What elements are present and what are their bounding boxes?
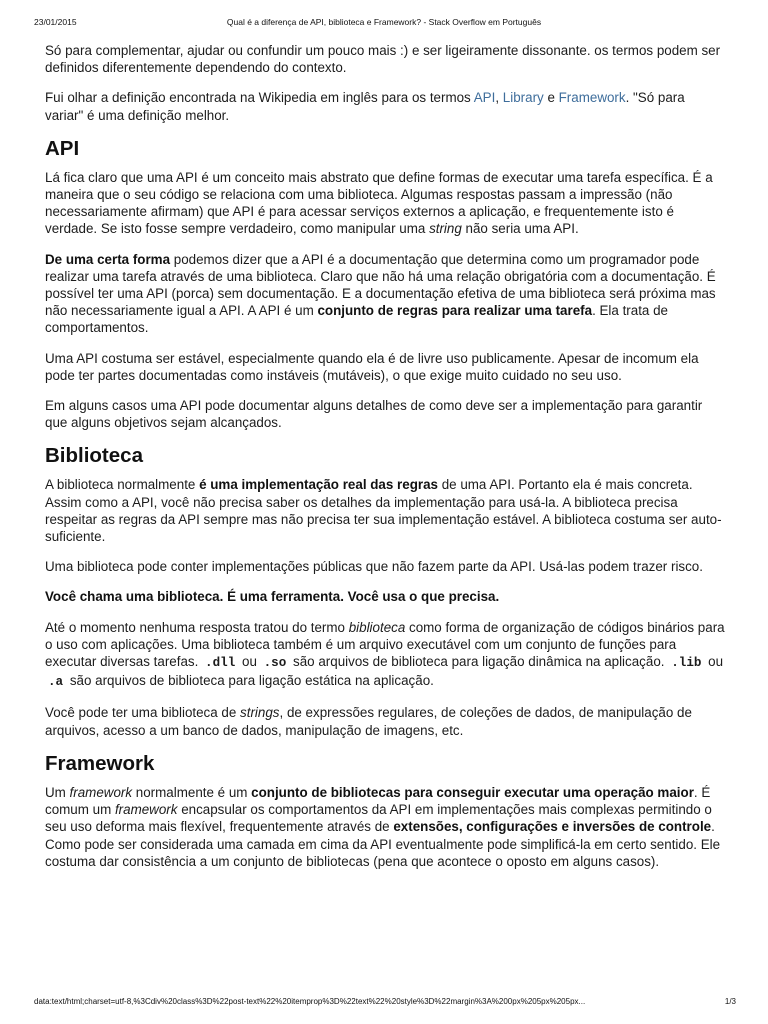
framework-heading: Framework xyxy=(45,751,155,775)
bold-de-uma-certa-forma: De uma certa forma xyxy=(45,251,171,267)
wikipedia-framework-link[interactable]: Framework xyxy=(558,90,626,106)
code-lib: .lib xyxy=(671,656,702,671)
print-source-url: data:text/html;charset=utf-8,%3Cdiv%20class%3D%22post-text%22%20itemprop%3D%22text%22%20style%3D%22margin%3A%200px%205px%205px... xyxy=(34,997,586,1006)
emphasis-strings: strings xyxy=(240,705,280,721)
code-so: .so xyxy=(263,656,287,671)
intro-paragraph-1: Só para complementar, ajudar ou confundir um pouco mais :) e ser ligeiramente dissonante. os termos podem ser definidos diferentemente dependendo do contexto. xyxy=(45,43,721,76)
library-heading: Biblioteca xyxy=(45,444,143,468)
code-a: .a xyxy=(48,675,64,690)
code-dll: .dll xyxy=(205,656,236,671)
wikipedia-api-link[interactable]: API xyxy=(473,90,496,106)
api-paragraph-3: Uma API costuma ser estável, especialmente quando ela é de livre uso publicamente. Apesar de incomum ela pode ter partes documentadas como instáveis (mutáveis), o que exige muito cuidado no seu uso. xyxy=(45,350,699,383)
print-page-title: Qual é a diferença de API, biblioteca e Framework? - Stack Overflow em Português xyxy=(226,17,542,27)
api-paragraph-4: Em alguns casos uma API pode documentar alguns detalhes de como deve ser a implementação para garantir que alguns objetivos sejam alcançados. xyxy=(45,398,703,431)
library-paragraph-5: Você pode ter uma biblioteca de strings, de expressões regulares, de coleções de dados, de manipulação de arquivos, acesso a um banco de dados, manipulação de imagens, etc. xyxy=(45,705,692,738)
bold-implementacao-real: é uma implementação real das regras xyxy=(199,477,438,493)
library-paragraph-4: Até o momento nenhuma resposta tratou do termo biblioteca como forma de organização de códigos binários para o uso com aplicações. Uma biblioteca também é um arquivo executável com um conjunto de funções para executar diversas tarefas. .dll ou .so são arquivos de biblioteca para ligação dinâmica na aplicação. .lib ou .a são arquivos de biblioteca para ligação estática na aplicação. xyxy=(45,619,725,690)
print-footer xyxy=(0,997,768,1011)
emphasis-biblioteca: biblioteca xyxy=(348,619,406,635)
emphasis-framework-1: framework xyxy=(69,784,133,800)
library-paragraph-2: Uma biblioteca pode conter implementações públicas que não fazem parte da API. Usá-las podem trazer risco. xyxy=(45,559,703,575)
bold-extensoes-configuracoes: extensões, configurações e inversões de controle xyxy=(393,819,712,835)
page-number: 1/3 xyxy=(724,997,736,1006)
print-header xyxy=(0,17,768,31)
api-paragraph-2: De uma certa forma podemos dizer que a API é a documentação que determina como um programador pode realizar uma tarefa através de uma biblioteca. Claro que não há uma relação obrigatória com a documentação. É possível ter uma API (porca) sem documentação. E a documentação efetiva de uma biblioteca será próxima mas não necessariamente igual a API. A API é um conjunto de regras para realizar uma tarefa. Ela trata de comportamentos. xyxy=(45,251,716,336)
bold-conjunto-de-regras: conjunto de regras para realizar uma tarefa xyxy=(317,303,593,319)
bold-voce-chama: Você chama uma biblioteca. É uma ferramenta. Você usa o que precisa. xyxy=(45,589,500,605)
bold-conjunto-de-bibliotecas: conjunto de bibliotecas para conseguir executar uma operação maior xyxy=(251,784,694,800)
intro-paragraph-2: Fui olhar a definição encontrada na Wikipedia em inglês para os termos API, Library e Framework. "Só para variar" é uma definição melhor. xyxy=(45,90,685,123)
api-paragraph-1: Lá fica claro que uma API é um conceito mais abstrato que define formas de executar uma tarefa específica. É a maneira que o seu código se relaciona com uma biblioteca. Algumas respostas passam a impressão (não necessariamente afirmam) que API é para acessar serviços externos a aplicação, e frequentemente isto é verdade. Se isto fosse sempre verdadeiro, como manipular uma string não seria uma API. xyxy=(45,169,713,237)
library-paragraph-3 xyxy=(45,588,725,605)
emphasis-framework-2: framework xyxy=(114,802,178,818)
api-heading: API xyxy=(45,136,80,160)
framework-paragraph-1: Um framework normalmente é um conjunto de bibliotecas para conseguir executar uma operação maior. É comum um framework encapsular os comportamentos da API em implementações mais complexas permitindo o seu uso deforma mais flexível, frequentemente através de extensões, configurações e inversões de controle. Como pode ser considerada uma camada em cima da API eventualmente pode simplificá-la em certo sentido. Ele costuma dar consistência a um conjunto de bibliotecas (pena que acontece o oposto em alguns casos). xyxy=(45,784,721,869)
wikipedia-library-link[interactable]: Library xyxy=(502,90,544,106)
library-paragraph-1: A biblioteca normalmente é uma implementação real das regras de uma API. Portanto ela é mais concreta. Assim como a API, você não precisa saber os detalhes da implementação para usá-la. A biblioteca precisa respeitar as regras da API sempre mas não precisa ter sua implementação estável. A biblioteca costuma ser auto-suficiente. xyxy=(45,477,722,545)
post-text xyxy=(45,42,725,883)
print-date: 23/01/2015 xyxy=(34,17,77,27)
emphasis-string: string xyxy=(429,221,462,237)
